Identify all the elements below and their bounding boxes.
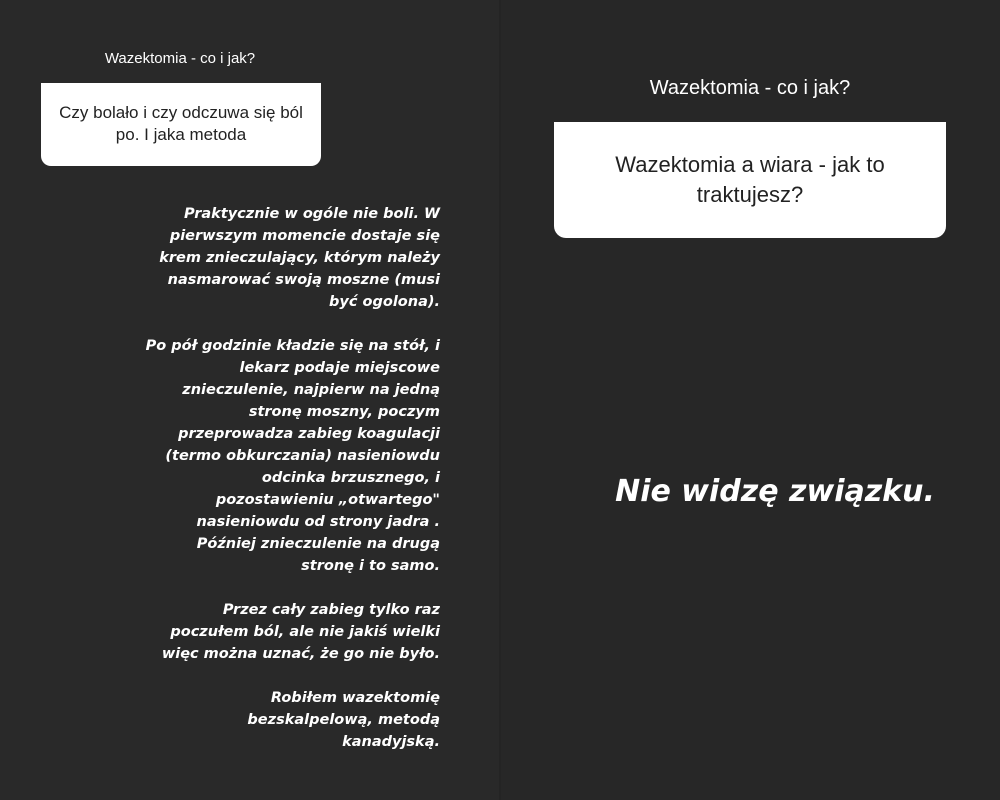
- answer-paragraph-2: Po pół godzinie kładzie się na stół, i lekarz podaje miejscowe znieczulenie, najpierw na jedną stronę moszny, poczym przeprowadza zabieg koagulacji (termo obkurczania) nasieniowdu odcinka brzusznego, i pozostawieniu „otwartego" nasieniowdu od strony jadra . Później znieczulenie na drugą stronę i to samo.: [145, 338, 440, 574]
- answer-paragraph-3: Przez cały zabieg tylko raz poczułem ból, ale nie jakiś wielki więc można uznać, że go nie było.: [161, 602, 440, 662]
- left-answer-text: [130, 203, 440, 775]
- left-question-heading: Wazektomia - co i jak?: [104, 50, 256, 67]
- left-question-card: [41, 83, 321, 166]
- right-question-text: Wazektomia a wiara - jak to traktujesz?: [615, 152, 885, 207]
- left-question-text: Czy bolało i czy odczuwa się ból po. I jaka metoda: [59, 103, 303, 144]
- answer-paragraph-4: Robiłem wazektomię bezskalpelową, metodą kanadyjską.: [247, 690, 440, 750]
- right-story-panel: [500, 0, 1000, 800]
- answer-paragraph-1: Praktycznie w ogóle nie boli. W pierwszym momencie dostaje się krem znieczulający, którym należy nasmarować swoją moszne (musi być ogolona).: [159, 206, 440, 310]
- right-answer-text: Nie widzę związku.: [615, 474, 935, 509]
- right-question-heading: Wazektomia - co i jak?: [649, 77, 851, 99]
- right-question-card: [554, 122, 946, 238]
- panel-divider: [499, 0, 501, 800]
